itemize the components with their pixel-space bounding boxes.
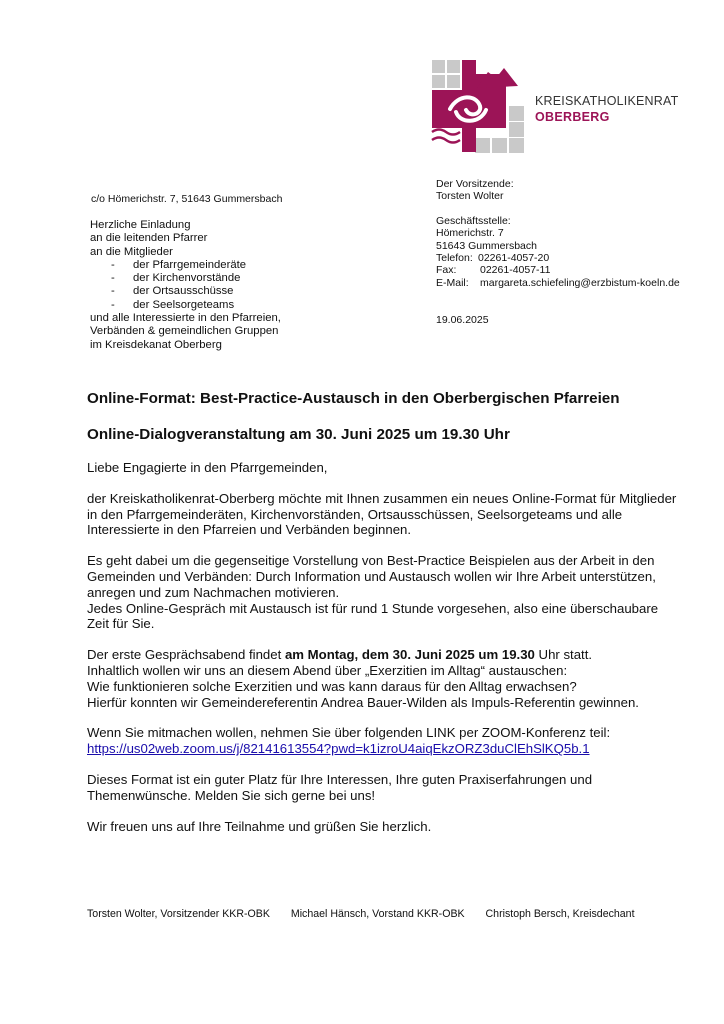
- paragraph-join: Wenn Sie mitmachen wollen, nehmen Sie über folgenden LINK per ZOOM-Konferenz teil: https://us02web.zoom.us/j/82141613554?pwd=k1izroU4aiqEkzORZ3duClEhSlKQ5b.1: [87, 725, 611, 757]
- logo-line2: OBERBERG: [535, 110, 610, 124]
- logo: [430, 58, 690, 158]
- recipient-line: an die Mitglieder: [90, 245, 173, 258]
- logo-line1: KREISKATHOLIKENRAT: [535, 94, 679, 108]
- recipient-line: Verbänden & gemeindlichen Gruppen: [90, 325, 279, 338]
- paragraph-invite: Dieses Format ist ein guter Platz für Ihre Interessen, Ihre guten Praxiserfahrungen und Themenwünsche. Melden Sie sich gerne bei uns!: [87, 771, 593, 803]
- signature-dean: Christoph Bersch, Kreisdechant: [485, 908, 635, 920]
- recipient-line: und alle Interessierte in den Pfarreien,: [90, 312, 281, 325]
- contact-block: [436, 178, 680, 327]
- recipient-list-item: - der Seelsorgeteams: [111, 298, 235, 311]
- signature-row: [87, 908, 653, 920]
- zoom-link[interactable]: https://us02web.zoom.us/j/82141613554?pwd=k1izroU4aiqEkzORZ3duClEhSlKQ5b.1: [87, 741, 590, 757]
- office-label: Geschäftsstelle:: [436, 214, 511, 227]
- paragraph-purpose: Es geht dabei um die gegenseitige Vorstellung von Best-Practice Beispielen aus der Arbeit in den Gemeinden und Verbänden: Durch Information und Austausch wollen wir Ihre Arbeit unterstützen, anregen und zum Nachmachen motivieren. Jedes Online-Gespräch mit Austausch ist für rund 1 Stunde vorgesehen, also eine überschaubare Zeit für Sie.: [87, 553, 659, 632]
- fax-row: Fax: 02261-4057-11: [436, 264, 551, 277]
- signature-chair: Torsten Wolter, Vorsitzender KKR-OBK: [87, 908, 270, 920]
- email-address[interactable]: margareta.schiefeling@erzbistum-koeln.de: [480, 276, 680, 289]
- recipient-intro: Herzliche Einladung: [90, 219, 191, 231]
- closing-line: Wir freuen uns auf Ihre Teilnahme und grüßen Sie herzlich.: [87, 818, 432, 834]
- sender-line: c/o Hömerichstr. 7, 51643 Gummersbach: [91, 193, 283, 205]
- office-city: 51643 Gummersbach: [436, 239, 537, 252]
- chair-name: Torsten Wolter: [436, 190, 504, 203]
- recipient-block: [90, 219, 281, 352]
- letter-date: 19.06.2025: [436, 314, 489, 327]
- recipient-list-item: - der Pfarrgemeinderäte: [111, 258, 247, 271]
- logo-mark-icon: [430, 58, 530, 156]
- recipient-list-item: - der Kirchenvorstände: [111, 272, 241, 285]
- subtitle-heading: Online-Dialogveranstaltung am 30. Juni 2025 um 19.30 Uhr: [87, 426, 510, 443]
- paragraph-event: Der erste Gesprächsabend findet am Montag, dem 30. Juni 2025 um 19.30 Uhr statt. Inhaltlich wollen wir uns an diesem Abend über „Exerzitien im Alltag“ austauschen: Wie funktionieren solche Exerzitien und was kann daraus für den Alltag erwachsen? Hierfür konnten wir Gemeindereferentin Andrea Bauer-Wilden als Impuls-Referentin gewinnen.: [87, 647, 639, 710]
- title-heading: Online-Format: Best-Practice-Austausch in den Oberbergischen Pfarreien: [87, 390, 620, 407]
- salutation: Liebe Engagierte in den Pfarrgemeinden,: [87, 460, 328, 475]
- recipient-line: an die leitenden Pfarrer: [90, 232, 208, 245]
- letter-body: [87, 460, 707, 834]
- chair-label: Der Vorsitzende:: [436, 178, 514, 190]
- phone-row: Telefon: 02261-4057-20: [436, 252, 550, 265]
- event-date-bold: am Montag, dem 30. Juni 2025 um 19.30: [284, 647, 535, 663]
- email-row: E-Mail: margareta.schiefeling@erzbistum-koeln.de: [436, 276, 680, 289]
- recipient-line: im Kreisdekanat Oberberg: [90, 338, 222, 351]
- office-street: Hömerichstr. 7: [436, 227, 504, 240]
- paragraph-intro: der Kreiskatholikenrat-Oberberg möchte mit Ihnen zusammen ein neues Online-Format für Mitglieder in den Pfarrgemeinderäten, Kirchenvorständen, Ortsausschüssen, Seelsorgeteams und alle Interessierte in den Pfarreien und Verbänden beginnen.: [87, 490, 677, 538]
- recipient-list-item: - der Ortsausschüsse: [111, 285, 234, 298]
- signature-board: Michael Hänsch, Vorstand KKR-OBK: [290, 908, 465, 920]
